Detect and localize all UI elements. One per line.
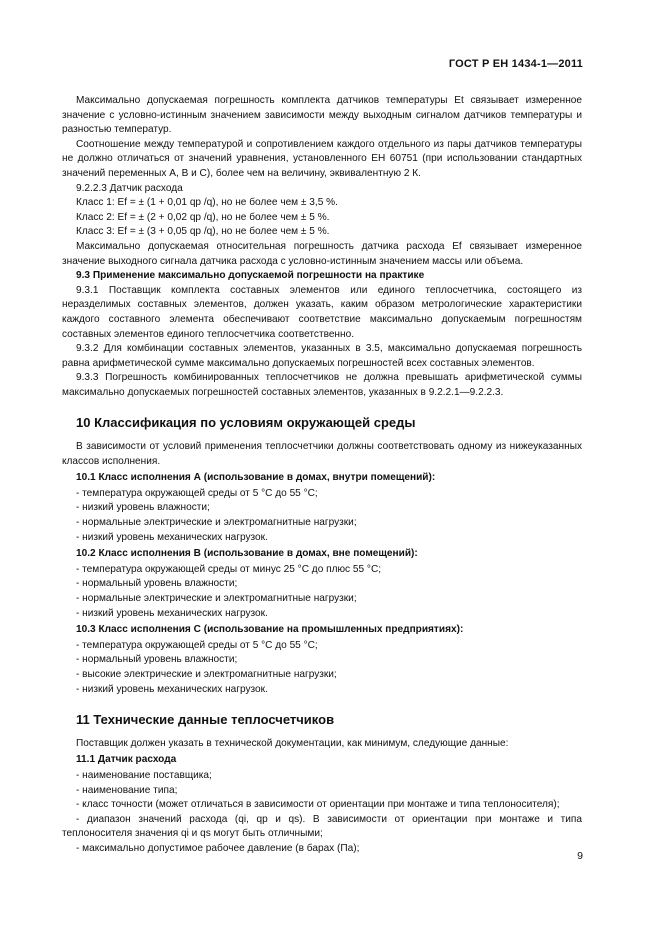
section-11-title: 11 Технические данные теплосчетчиков [76, 712, 335, 728]
list-item: - температура окружающей среды от 5 °С до 55 °С; [76, 487, 318, 499]
list-item: - класс точности (может отличаться в зависимости от ориентации при монтаже и типа теплоносителя); [76, 799, 560, 811]
list-item: - наименование типа; [76, 784, 178, 796]
class-formula-1: Класс 1: Ef = ± (1 + 0,01 qp /q), но не более чем ± 3,5 %. [76, 197, 338, 209]
section-heading-9-3: 9.3 Применение максимально допускаемой погрешности на практике [76, 270, 425, 282]
paragraph: Максимально допускаемая относительная погрешность датчика расхода Ef связывает измеренное значение выходного сигнала датчика расхода с условно-истинным значением массы или объема. [62, 240, 582, 267]
page-number: 9 [577, 850, 583, 862]
page-body [62, 94, 582, 857]
list-item: - низкий уровень механических нагрузок. [76, 531, 268, 543]
paragraph-9-3-3: 9.3.3 Погрешность комбинированных теплосчетчиков не должна превышать арифметической суммы максимально допускаемых погрешностей составных элементов, указанных в 9.2.2.1—9.2.2.3. [62, 372, 582, 398]
section-11-intro: Поставщик должен указать в технической документации, как минимум, следующие данные: [76, 737, 509, 749]
subsection-heading: 9.2.2.3 Датчик расхода [76, 182, 183, 194]
list-item: - максимально допустимое рабочее давление (в барах (Па); [76, 842, 360, 854]
section-10-intro: В зависимости от условий применения теплосчетчики должны соответствовать одному из нижеуказанных классов исполнения. [62, 441, 582, 467]
list-item: - нормальный уровень влажности; [76, 578, 238, 590]
class-formula-3: Класс 3: Ef = ± (3 + 0,05 qp /q), но не более чем ± 5 %. [76, 226, 330, 238]
list-item: - наименование поставщика; [76, 769, 212, 781]
class-b-title: 10.2 Класс исполнения В (использование в домах, вне помещений): [76, 548, 418, 560]
list-item: - низкий уровень механических нагрузок. [76, 607, 268, 619]
list-item: - температура окружающей среды от 5 °С до 55 °С; [76, 639, 318, 651]
paragraph: Соотношение между температурой и сопротивлением каждого отдельного из пары датчиков температуры не должно отличаться от значений уравнения, установленного ЕН 60751 (при использовании стандартных значений переменных А, В и С), более чем на величину, эквивалентную 2 К. [62, 138, 582, 179]
class-a-title: 10.1 Класс исполнения А (использование в домах, внутри помещений): [76, 472, 436, 484]
list-item: - нормальные электрические и электромагнитные нагрузки; [76, 517, 357, 529]
list-item: - нормальные электрические и электромагнитные нагрузки; [76, 593, 357, 604]
paragraph-9-3-2: 9.3.2 Для комбинации составных элементов, указанных в 3.5, максимально допускаемая погрешность равна арифметической сумме максимально допускаемых погрешностей всех составных элементов. [62, 343, 582, 369]
list-item: - высокие электрические и электромагнитные нагрузки; [76, 668, 337, 680]
list-item: - низкий уровень механических нагрузок. [76, 683, 268, 695]
class-formula-2: Класс 2: Ef = ± (2 + 0,02 qp /q), но не более чем ± 5 %. [76, 211, 330, 223]
section-10-title: 10 Классификация по условиям окружающей среды [76, 415, 416, 431]
list-item: - температура окружающей среды от минус 25 °С до плюс 55 °С; [76, 563, 382, 575]
document-header: ГОСТ Р ЕН 1434-1—2011 [448, 58, 583, 70]
list-item: - диапазон значений расхода (qi, qp и qs). В зависимости от ориентации при монтаже и типа теплоносителя значения qi и qs могут быть отличными; [62, 813, 582, 840]
list-item: - низкий уровень влажности; [76, 502, 210, 514]
paragraph-9-3-1: 9.3.1 Поставщик комплекта составных элементов или единого теплосчетчика, состоящего из неразделимых составных элементов, должен указать, каким образом метрологические характеристики каждого составного элемента обеспечивают соответствие максимально допускаемым погрешностям составных элементов единого теплосчетчика соответственно. [62, 284, 582, 340]
subsection-11-1-title: 11.1 Датчик расхода [76, 754, 177, 766]
list-item: - нормальный уровень влажности; [76, 654, 238, 666]
class-c-title: 10.3 Класс исполнения С (использование на промышленных предприятиях): [76, 624, 464, 636]
paragraph: Максимально допускаемая погрешность комплекта датчиков температуры Et связывает измеренное значение с условно-истинным значением зависимости между выходным сигналом датчиков температуры и разностью температур. [62, 95, 582, 136]
